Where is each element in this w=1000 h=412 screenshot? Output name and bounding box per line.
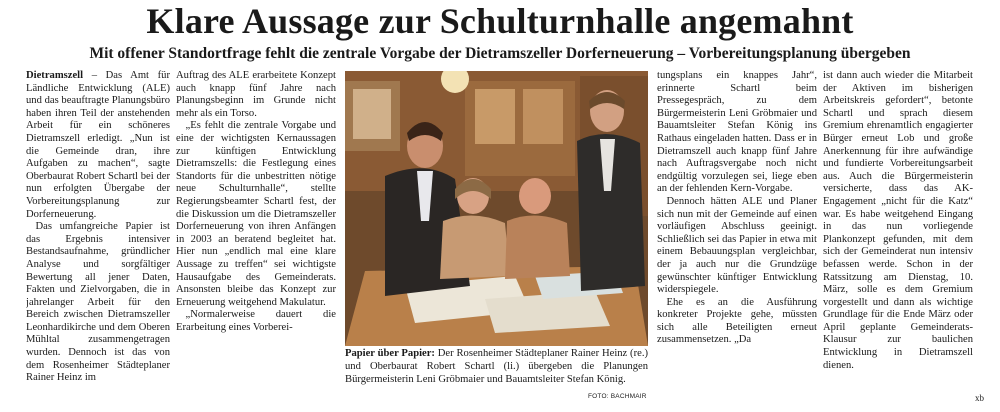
paragraph: tungsplans ein knappes Jahr“, erinnerte Schartl beim Pressegespräch, zu dem Bürgermeisterin Leni Gröbmaier und Bauamtsleiter Stefan König ins Rathaus eingeladen hatten. Dass er in Dietramszell auch knapp fünf Jahre nach Auftragsvergabe noch nicht endgültig vorzulegen sei, liege eben an der fehlenden Kern-Vorgabe. xyxy=(657,70,817,195)
article-column-3 xyxy=(657,70,817,408)
news-photo xyxy=(345,71,648,346)
paragraph: „Normalerweise dauert die Erarbeitung eines Vorberei- xyxy=(176,309,336,333)
photo-credit: FOTO: BACHMAIR xyxy=(588,393,647,400)
caption-text: Der Rosenheimer Städteplaner Rainer Heinz (re.) und Oberbaurat Robert Schartl (li.) übergeben die Planungen Bürgermeisterin Leni Gröbmaier und Bauamtsleiter Stefan König. xyxy=(345,348,648,385)
author-signature: xb xyxy=(975,393,984,403)
headline: Klare Aussage zur Schulturnhalle angemahnt xyxy=(146,1,854,41)
paragraph: ist dann auch wieder die Mitarbeit der Aktiven im bisherigen Arbeitskreis gefordert“, betonte Schartl und sprach diesem Gremium ehrenamtlich engagierter Bürger erneut Lob und große Anerkennung für ihre aufwändige und fundierte Vorbereitungsarbeit aus. Auch die Bürgermeisterin versicherte, dass das AK-Engagement „nicht für die Katz“ war. Es habe weitgehend Eingang in das nun vorliegende Plankonzept gefunden, mit dem sich der Gemeinderat nun intensiv befassen werde. Schon in der Ratssitzung am Dienstag, 10. März, solle es dem Gremium vorgestellt und dann als wichtige Grundlage für die Ende März oder April geplante Gemeinderats-Klausur zur baulichen Entwicklung in Dietramszell dienen. xyxy=(823,70,973,371)
article-column-4 xyxy=(823,70,973,402)
article-column-2 xyxy=(176,70,336,408)
paragraph: Das umfangreiche Papier ist das Ergebnis intensiver Bestandsaufnahme, gründlicher Analyse und sorgfältiger Bewertung all jener Daten, Fakten und Zielvorgaben, die in jahrelanger Arbeit für den Bereich zwischen Dietramszeller Leonhardikirche und dem Oberen Mühltal zusammengetragen wurden. Dennoch ist das von dem Rosenheimer Städteplaner Rainer Heinz im xyxy=(26,221,170,384)
paragraph: Auftrag des ALE erarbeitete Konzept auch knapp fünf Jahre nach Planungsbeginn im Grunde nicht mehr als ein Torso. xyxy=(176,70,336,119)
paragraph: Ehe es an die Ausführung konkreter Projekte gehe, müssten sich alle Beteiligten erneut zusammensetzen. „Da xyxy=(657,296,817,346)
photo-caption xyxy=(345,348,648,386)
caption-lead: Papier über Papier: xyxy=(345,348,435,359)
paragraph: „Es fehlt die zentrale Vorgabe und eine der wichtigsten Kernaussagen zur künftigen Entwicklung Dietramszells: die Festlegung eines Standorts für die unbestritten nötige neue Schulturnhalle“, stellte Regierungsbeamter Schartl fest, der die Diskussion um die Dietramszeller Dorferneuerung von ihren Anfängen in 2003 an beratend begleitet hat. Hier nun „endlich mal eine klare Aussage zu treffen“ sei wichtigste Hausaufgabe des Gemeinderats. Ansonsten bleibe das Konzept zur Erneuerung weitgehend Makulatur. xyxy=(176,120,336,308)
article-column-1 xyxy=(26,70,170,408)
subheadline: Mit offener Standortfrage fehlt die zentrale Vorgabe der Dietramszeller Dorferneuerung – Vorbereitungsplanung übergeben xyxy=(89,45,911,62)
paragraph xyxy=(26,70,170,221)
paragraph-text: – Das Amt für Ländliche Entwicklung (ALE) und das beauftragte Planungsbüro haben ihren Teil der anstehenden Arbeit für ein schöneres Dietramszell erledigt. „Nun ist die Gemeinde dran, ihre Aufgaben zu machen“, sagte Oberbaurat Robert Schartl bei der nun erfolgten Übergabe der Vorbereitungsplanung zur Dorferneuerung. xyxy=(26,70,170,220)
paragraph: Dennoch hätten ALE und Planer sich nun mit der Gemeinde auf einen vorläufigen Abschluss geeinigt. Schließlich sei das Papier in etwa mit einem Bebauungsplan vergleichbar, der ja auch nur die Grundzüge gewünschter künftiger Entwicklung widerspiegele. xyxy=(657,195,817,296)
dateline: Dietramszell xyxy=(26,70,84,81)
